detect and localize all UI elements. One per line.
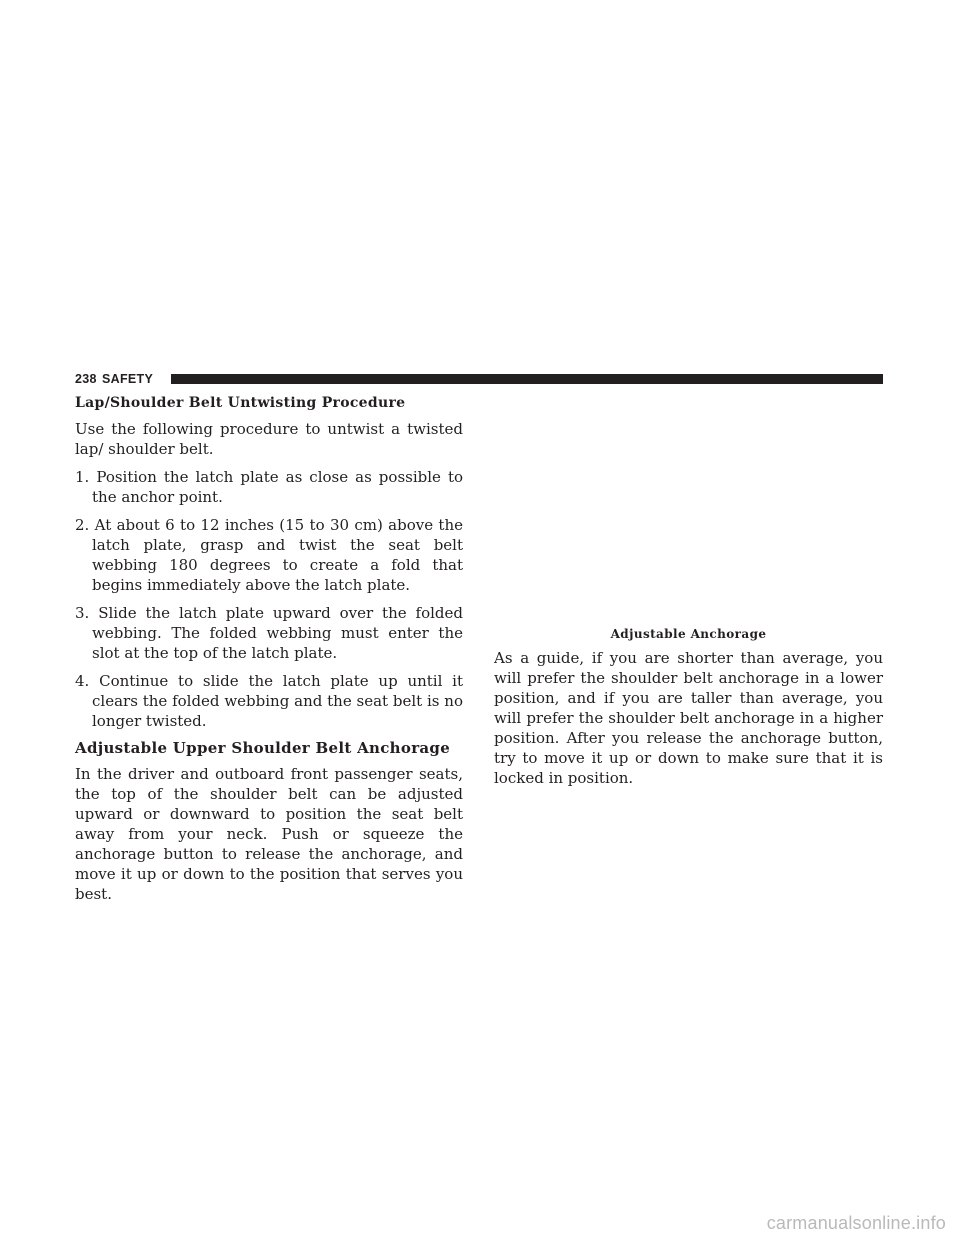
untwisting-heading: Lap/Shoulder Belt Untwisting Procedure: [75, 395, 406, 411]
anchorage-figure-area: [494, 393, 883, 619]
intro-paragraph: Use the following procedure to untwist a twisted lap/ shoulder belt.: [75, 420, 463, 458]
step-item: 3. Slide the latch plate upward over the folded webbing. The folded webbing must enter the slot at the top of the latch plate.: [75, 604, 463, 662]
anchorage-paragraph: In the driver and outboard front passenger seats, the top of the shoulder belt can be adjusted upward or downward to position the seat belt away from your neck. Push or squeeze the anchorage button to release the anchorage, and move it up or down to the position that serves you best.: [75, 765, 463, 903]
left-column: [75, 393, 463, 904]
section-title: SAFETY: [102, 372, 154, 386]
step-item: 4. Continue to slide the latch plate up until it clears the folded webbing and the seat belt is no longer twisted.: [75, 672, 463, 730]
step-item: 1. Position the latch plate as close as possible to the anchor point.: [75, 468, 463, 506]
header-rule: [171, 374, 883, 384]
anchorage-heading: Adjustable Upper Shoulder Belt Anchorage: [75, 739, 451, 757]
page-header: [75, 372, 883, 386]
procedure-steps: [75, 467, 463, 731]
guide-paragraph: As a guide, if you are shorter than average, you will prefer the shoulder belt anchorage in a lower position, and if you are taller than average, you will prefer the shoulder belt anchorage in a higher position. After you release the anchorage button, try to move it up or down to make sure that it is locked in position.: [494, 649, 883, 787]
page-number: 238: [75, 372, 97, 386]
figure-caption: Adjustable Anchorage: [610, 627, 767, 641]
step-item: 2. At about 6 to 12 inches (15 to 30 cm) above the latch plate, grasp and twist the seat belt webbing 180 degrees to create a fold that begins immediately above the latch plate.: [75, 516, 463, 594]
right-column: [494, 624, 883, 788]
site-watermark: carmanualsonline.info: [766, 1213, 946, 1233]
